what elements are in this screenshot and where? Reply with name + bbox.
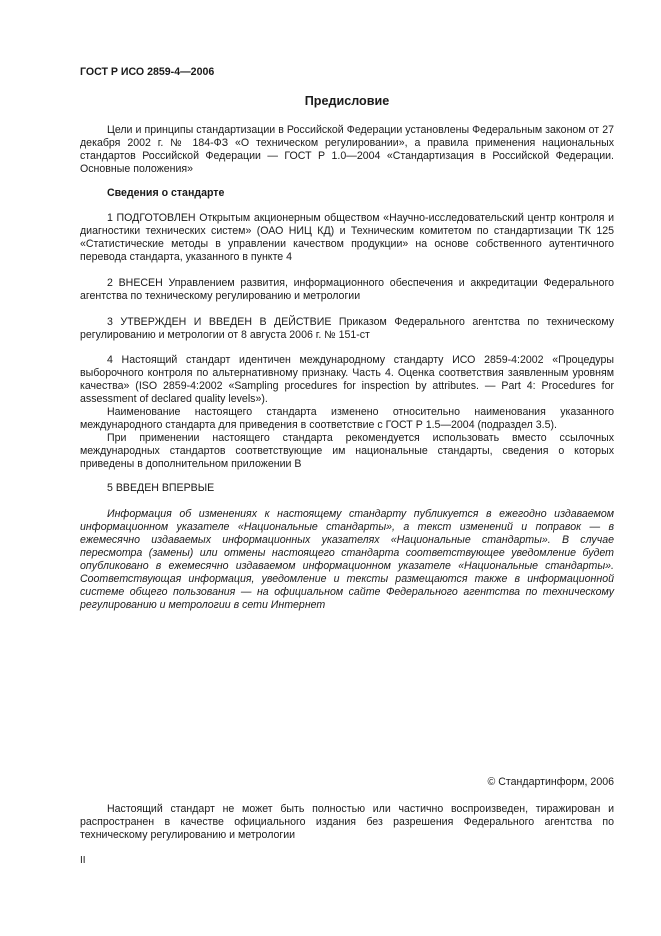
- page-number: II: [80, 855, 86, 866]
- item-4-references: При применении настоящего стандарта рекомендуется использовать вместо ссылочных международных стандартов соответствующие им национальные стандарты, сведения о которых приведены в дополнительном приложении В: [80, 432, 614, 470]
- item-3-approved: 3 УТВЕРЖДЕН И ВВЕДЕН В ДЕЙСТВИЕ Приказом Федерального агентства по техническому регулированию и метрологии от 8 августа 2006 г. № 151-ст: [80, 316, 614, 341]
- standard-code-header: ГОСТ Р ИСО 2859-4—2006: [80, 66, 215, 78]
- info-heading: Сведения о стандарте: [107, 187, 225, 199]
- item-4-identical: 4 Настоящий стандарт идентичен международному стандарту ИСО 2859-4:2002 «Процедуры выборочного контроля по альтернативному признаку. Часть 4. Оценка соответствия заявленным уровням качества» (ISO 2859-4:2002 «Sampling procedures for inspection by attributes. — Part 4: Procedures for assessment of declared quality levels»).: [80, 354, 614, 405]
- intro-paragraph: Цели и принципы стандартизации в Российской Федерации установлены Федеральным законом от 27 декабря 2002 г. № 184-ФЗ «О техническом регулировании», а правила применения национальных стандартов Российской Федерации — ГОСТ Р 1.0—2004 «Стандартизация в Российской Федерации. Основные положения»: [80, 124, 614, 175]
- item-1-prepared: 1 ПОДГОТОВЛЕН Открытым акционерным обществом «Научно-исследовательский центр контроля и диагностики технических систем» (ОАО НИЦ КД) и Техническим комитетом по стандартизации ТК 125 «Статистические методы в управлении качеством продукции» на основе собственного аутентичного перевода стандарта, указанного в пункте 4: [80, 212, 614, 263]
- page-title: Предисловие: [304, 94, 390, 108]
- copyright-line: © Стандартинформ, 2006: [487, 776, 614, 788]
- changes-notice: Информация об изменениях к настоящему стандарту публикуется в ежегодно издаваемом информационном указателе «Национальные стандарты», а текст изменений и поправок — в ежемесячно издаваемых информационных указателях «Национальные стандарты». В случае пересмотра (замены) или отмены настоящего стандарта соответствующее уведомление будет опубликовано в ежемесячно издаваемом информационном указателе «Национальные стандарты». Соответствующая информация, уведомление и тексты размещаются также в информационной системе общего пользования — на официальном сайте Федерального агентства по техническому регулированию и метрологии в сети Интернет: [80, 508, 614, 611]
- item-5-first-time: 5 ВВЕДЕН ВПЕРВЫЕ: [107, 482, 215, 494]
- item-2-introduced: 2 ВНЕСЕН Управлением развития, информационного обеспечения и аккредитации Федерального агентства по техническому регулированию и метрологии: [80, 277, 614, 302]
- legal-notice: Настоящий стандарт не может быть полностью или частично воспроизведен, тиражирован и распространен в качестве официального издания без разрешения Федерального агентства по техническому регулированию и метрологии: [80, 803, 614, 841]
- item-4-name-change: Наименование настоящего стандарта изменено относительно наименования указанного международного стандарта для приведения в соответствие с ГОСТ Р 1.5—2004 (подраздел 3.5).: [80, 406, 614, 431]
